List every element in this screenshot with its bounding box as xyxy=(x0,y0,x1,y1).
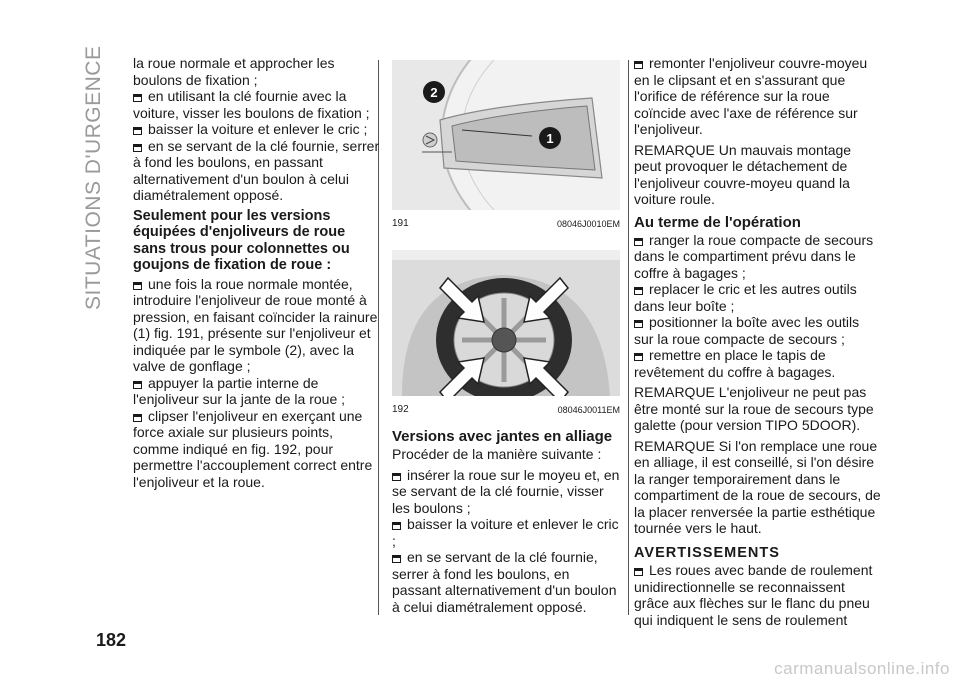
bullet-icon xyxy=(634,320,643,328)
bullet-item: Les roues avec bande de roulement unidirectionnelle se reconnaissent grâce aux flèches sur le flanc du pneu qui indiquent le sens de roulement xyxy=(634,562,873,628)
bullet-item: en se servant de la clé fournie, serrer à fond les boulons, en passant alternativement d'un boulon à celui diamétralement opposé. xyxy=(133,137,380,203)
note-paragraph: REMARQUE Un mauvais montage peut provoquer le détachement de l'enjoliveur couvre-moyeu quand la voiture roule. xyxy=(634,141,852,207)
bullet-icon xyxy=(392,522,401,530)
text-column-3 xyxy=(634,55,882,628)
wheel-cover-groove-illustration xyxy=(392,60,620,210)
bullet-icon xyxy=(133,144,142,152)
text-column-2 xyxy=(392,60,620,615)
paragraph: Procéder de la manière suivante : xyxy=(392,446,602,462)
bullet-item: positionner la boîte avec les outils sur la roue compacte de secours ; xyxy=(634,314,860,347)
section-heading: Seulement pour les versions équipées d'enjoliveurs de roue sans trous pour colonnettes ou goujons de fixation de roue : xyxy=(133,207,350,273)
bullet-icon xyxy=(133,414,142,422)
bullet-item: baisser la voiture et enlever le cric ; xyxy=(392,516,619,549)
bullet-item: en utilisant la clé fournie avec la voiture, visser les boulons de fixation ; xyxy=(133,88,370,121)
section-heading: Versions avec jantes en alliage xyxy=(392,428,613,445)
bullet-item: en se servant de la clé fournie, serrer à fond les boulons, en passant alternativement d'un boulon à celui diamétralement opposé. xyxy=(392,549,617,615)
bullet-icon xyxy=(634,287,643,295)
figure-192 xyxy=(392,250,620,418)
column-divider xyxy=(628,60,629,615)
warnings-heading: AVERTISSEMENTS xyxy=(634,544,780,561)
figure-caption xyxy=(392,216,620,233)
callout-label-1: 1 xyxy=(546,131,554,146)
bullet-item: remettre en place le tapis de revêtement du coffre à bagages. xyxy=(634,347,836,380)
bullet-icon xyxy=(133,282,142,290)
note-paragraph: REMARQUE L'enjoliveur ne peut pas être monté sur la roue de secours type galette (pour version TIPO 5DOOR). xyxy=(634,384,874,433)
bullet-item: baisser la voiture et enlever le cric ; xyxy=(133,121,381,138)
figure-number: 192 xyxy=(392,403,409,415)
bullet-icon xyxy=(634,568,643,576)
figure-caption xyxy=(392,402,620,419)
bullet-icon xyxy=(133,127,142,135)
bullet-item: ranger la roue compacte de secours dans le compartiment prévu dans le coffre à bagages ; xyxy=(634,231,874,281)
bullet-item: une fois la roue normale montée, introduire l'enjoliveur de roue monté à pression, en faisant coïncider la rainure (1) fig. 191, présente sur l'enjoliveur et indiquée par le symbole (2), avec la valve de gonflage ; xyxy=(133,275,378,374)
chapter-side-tab: SITUATIONS D'URGENCE xyxy=(82,45,105,310)
figure-191 xyxy=(392,60,620,232)
bullet-item: replacer le cric et les autres outils dans leur boîte ; xyxy=(634,281,857,314)
text-column-1 xyxy=(133,55,381,490)
figure-code: 08046J0011EM xyxy=(557,404,620,415)
section-heading: Au terme de l'opération xyxy=(634,213,801,231)
bullet-icon xyxy=(133,94,142,102)
page-number: 182 xyxy=(96,630,127,650)
bullet-icon xyxy=(634,238,643,246)
bullet-icon xyxy=(133,381,142,389)
paragraph: la roue normale et approcher les boulons de fixation ; xyxy=(133,55,335,88)
bullet-item: insérer la roue sur le moyeu et, en se servant de la clé fournie, visser les boulons ; xyxy=(392,466,620,516)
bullet-item: clipser l'enjoliveur en exerçant une force axiale sur plusieurs points, comme indiqué en fig. 192, pour permettre l'accouplement correct entre l'enjoliveur et la roue. xyxy=(133,407,373,490)
watermark: carmanualsonline.info xyxy=(774,659,950,678)
bullet-icon xyxy=(634,353,643,361)
bullet-item: remonter l'enjoliveur couvre-moyeu en le clipsant et en s'assurant que l'orifice de référence sur la roue coïncide avec l'axe de référence sur l'enjoliveur. xyxy=(634,55,868,137)
callout-label-2: 2 xyxy=(430,85,438,100)
figure-number: 191 xyxy=(392,217,409,229)
bullet-icon xyxy=(634,61,643,69)
bullet-item: appuyer la partie interne de l'enjoliveur sur la jante de la roue ; xyxy=(133,374,346,407)
bullet-icon xyxy=(392,555,401,563)
wheel-cover-clipping-illustration xyxy=(392,250,620,396)
note-paragraph: REMARQUE Si l'on remplace une roue en alliage, il est conseillé, si l'on désire la ranger temporairement dans le compartiment de la roue de secours, de la placer renversée la partie esthétique tournée vers le haut. xyxy=(634,437,881,536)
figure-code: 08046J0010EM xyxy=(556,218,620,229)
bullet-icon xyxy=(392,473,401,481)
